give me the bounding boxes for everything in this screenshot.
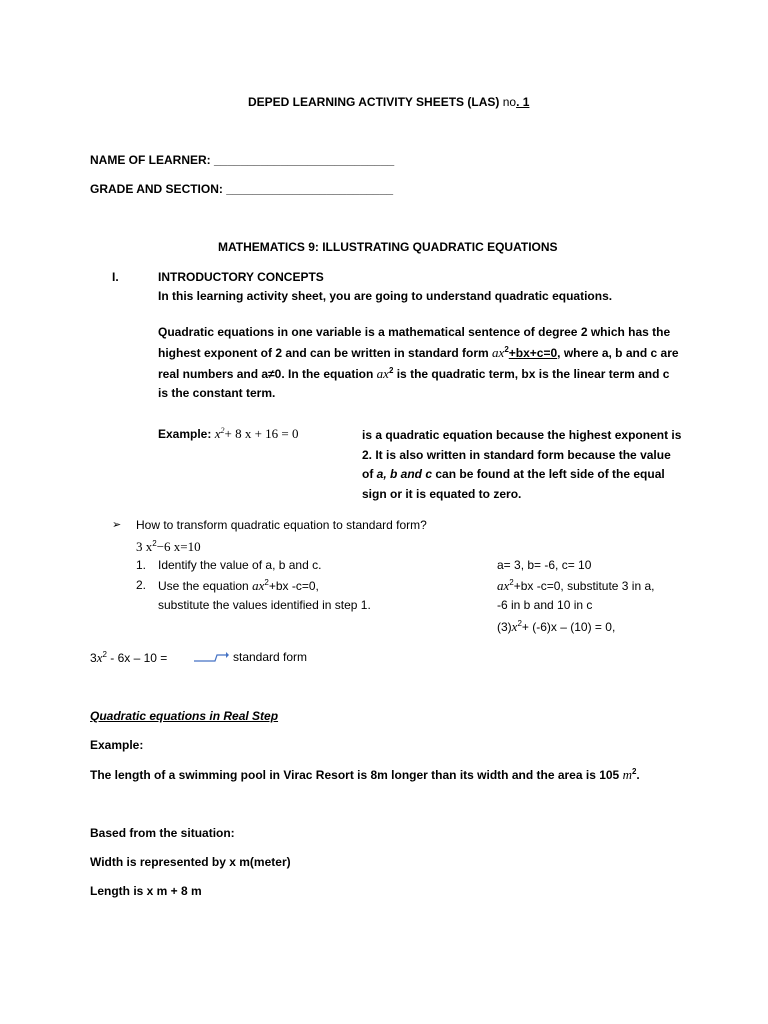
substitution-text: +bx -c=0, substitute 3 in a,: [513, 579, 655, 593]
step-1-number: 1.: [136, 558, 147, 572]
definition-and: and: [622, 346, 651, 360]
section-roman-numeral: I.: [112, 270, 119, 284]
definition-c: c: [650, 346, 658, 360]
example-explanation-line-2: 2. It is also written in standard form because the value: [362, 447, 671, 462]
step-1-values: a= 3, b= -6, c= 10: [497, 558, 592, 572]
example-math-exponent: 2: [220, 426, 225, 435]
title-no: no: [502, 95, 517, 109]
problem-text: The length of a swimming pool in Virac Resort is 8m longer than its width and the area is 105: [90, 768, 623, 782]
step-2-text: [158, 578, 319, 594]
quadratic-term-exponent: 2: [388, 366, 394, 375]
definition-line-3: [158, 366, 669, 382]
title-main: DEPED LEARNING ACTIVITY SHEETS (LAS): [248, 95, 503, 109]
definition-are: are: [657, 346, 679, 360]
definition-line-4: is the constant term.: [158, 386, 276, 400]
example-explanation-line-3: [362, 465, 681, 485]
definition-term: Quadratic equations: [158, 325, 275, 339]
result-exponent: 2: [102, 650, 107, 659]
substitution-line-3: [497, 619, 615, 635]
substitution-3: (3): [497, 620, 512, 634]
transform-question: How to transform quadratic equation to standard form?: [136, 518, 427, 532]
problem-unit: m: [622, 767, 632, 782]
arrow-icon: [193, 651, 229, 665]
real-life-example-label: Example:: [90, 738, 144, 752]
example-equation: [158, 426, 298, 442]
example-explanation: [362, 426, 681, 504]
example-math-x: x: [214, 426, 221, 441]
standard-form-exponent: 2: [504, 345, 509, 354]
substitution-x-exponent: 2: [517, 619, 522, 628]
definition-ab: a, b: [601, 346, 623, 360]
definition-text-6: is the quadratic term, bx is the linear term and c: [393, 367, 670, 381]
transform-equation: [136, 539, 201, 555]
definition-a-not-zero: a≠0: [261, 367, 282, 381]
step-2-text-b: +bx -c=0,: [268, 579, 319, 593]
based-from-situation: Based from the situation:: [90, 826, 235, 840]
definition-line-1: [158, 325, 670, 339]
step-2-text-a: Use the equation: [158, 579, 253, 593]
definition-text-4: real numbers and: [158, 367, 262, 381]
substitution-line-2: -6 in b and 10 in c: [497, 598, 593, 612]
document-title: [248, 95, 529, 109]
step-2-number: 2.: [136, 578, 147, 592]
step-2-math: ax: [252, 578, 265, 593]
example-explanation-line-1: is a quadratic equation because the highest exponent is: [362, 428, 682, 442]
title-number: . 1: [516, 95, 530, 109]
substitution-rest: + (-6)x – (10) = 0,: [521, 620, 616, 634]
real-life-problem: [90, 767, 640, 783]
substitution-exponent: 2: [509, 578, 514, 587]
definition-line-2: [158, 345, 679, 361]
substitution-math: ax: [497, 578, 510, 593]
step-2-line-2: substitute the values identified in step 1.: [158, 598, 371, 612]
definition-text-3: , where: [557, 346, 602, 360]
example-explanation-abc: a, b and c: [376, 467, 433, 481]
example-explanation-line-4: sign or it is equated to zero.: [362, 486, 522, 501]
length-statement: Length is x m + 8 m: [90, 884, 202, 898]
intro-text: In this learning activity sheet, you are going to understand quadratic equations.: [158, 289, 613, 303]
result-a: 3: [90, 651, 97, 665]
definition-text-1: in one variable is a mathematical sentence of degree 2 which has the: [274, 325, 671, 339]
standard-form-rest: +bx+c=0: [508, 346, 558, 360]
transform-eq-b: −6 x=10: [156, 539, 201, 554]
substitution-line-1: [497, 578, 654, 594]
problem-period: .: [636, 768, 640, 782]
example-math-rest: + 8 x + 16 = 0: [224, 426, 299, 441]
result-b: - 6x – 10 =: [106, 651, 168, 665]
subject-title: MATHEMATICS 9: ILLUSTRATING QUADRATIC EQUATIONS: [218, 240, 558, 254]
example-explanation-of: of: [362, 467, 377, 481]
definition-text-5: . In the equation: [281, 367, 377, 381]
grade-and-section-field: GRADE AND SECTION: _________________________: [90, 182, 394, 196]
section-heading: INTRODUCTORY CONCEPTS: [158, 270, 324, 284]
real-life-heading: Quadratic equations in Real Step: [90, 709, 279, 723]
example-explanation-rest: can be found at the left side of the equal: [432, 467, 665, 481]
standard-form-math: ax: [492, 345, 505, 360]
substitution-x: x: [511, 619, 518, 634]
step-1-text: Identify the value of a, b and c.: [158, 558, 322, 572]
bullet-arrow-icon: ➢: [112, 518, 122, 531]
transform-eq-exponent: 2: [152, 539, 157, 548]
quadratic-term-math: ax: [376, 366, 389, 381]
problem-unit-exponent: 2: [631, 767, 637, 776]
result-x: x: [96, 650, 103, 665]
example-label: Example:: [158, 427, 215, 441]
transform-eq-a: 3 x: [136, 539, 153, 554]
definition-text-2: highest exponent of 2 and can be written in standard form: [158, 346, 493, 360]
result-label: standard form: [233, 650, 308, 664]
step-2-exponent: 2: [264, 578, 269, 587]
name-of-learner-field: NAME OF LEARNER: ___________________________: [90, 153, 395, 167]
width-statement: Width is represented by x m(meter): [90, 855, 291, 869]
result-equation: [90, 650, 167, 666]
